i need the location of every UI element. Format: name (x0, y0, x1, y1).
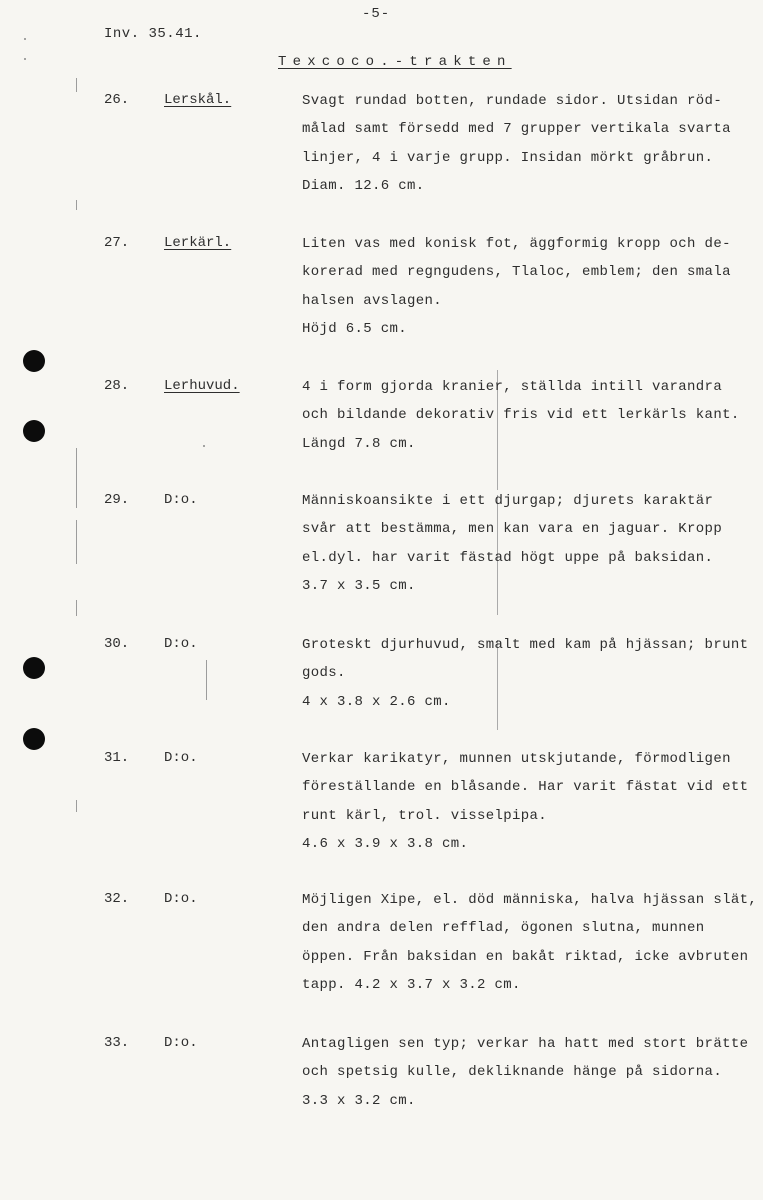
description-line: linjer, 4 i varje grupp. Insidan mörkt gråbrun. (302, 149, 714, 166)
entry-description (302, 1035, 757, 1120)
margin-mark (76, 448, 77, 508)
description-line: halsen avslagen. (302, 292, 443, 309)
entry-description (302, 92, 757, 205)
entry-number: 29. (104, 492, 130, 508)
entry-number: 31. (104, 750, 130, 766)
margin-mark (76, 600, 77, 616)
punch-hole-4 (23, 728, 45, 750)
entry-number: 28. (104, 378, 130, 394)
description-line: den andra delen refflad, ögonen slutna, munnen (302, 920, 705, 937)
margin-mark (76, 78, 77, 92)
description-line: Verkar karikatyr, munnen utskjutande, förmodligen (302, 751, 731, 767)
punch-hole-1 (23, 350, 45, 372)
entry-number: 26. (104, 92, 130, 108)
description-line: Längd 7.8 cm. (302, 435, 416, 452)
punch-hole-3 (23, 657, 45, 679)
description-line: Människoansikte i ett djurgap; djurets karaktär (302, 493, 714, 509)
description-line: el.dyl. har varit fästad högt uppe på baksidan. (302, 549, 714, 566)
margin-mark (76, 200, 77, 210)
section-heading: Texcoco.-trakten (278, 54, 512, 70)
punch-hole-2 (23, 420, 45, 442)
margin-mark (76, 800, 77, 812)
scan-speck (24, 38, 26, 40)
margin-mark (76, 520, 77, 564)
entry-number: 27. (104, 235, 130, 251)
description-line: Möjligen Xipe, el. död människa, halva hjässan slät, (302, 892, 758, 908)
description-line: korerad med regngudens, Tlaloc, emblem; den smala (302, 264, 731, 281)
margin-mark (206, 660, 207, 700)
description-line: 3.3 x 3.2 cm. (302, 1092, 416, 1109)
entry-name: D:o. (164, 750, 198, 766)
description-line: gods. (302, 665, 346, 682)
description-line: 4.6 x 3.9 x 3.8 cm. (302, 835, 469, 852)
scan-speck (203, 445, 205, 447)
entry-description (302, 378, 757, 463)
entry-name: D:o. (164, 1035, 198, 1051)
entry-name: Lerkärl. (164, 235, 232, 251)
description-line: svår att bestämma, men kan vara en jaguar. Kropp (302, 521, 723, 538)
scan-speck (24, 58, 26, 60)
description-line: Höjd 6.5 cm. (302, 320, 408, 337)
description-line: 4 x 3.8 x 2.6 cm. (302, 693, 451, 710)
description-line: tapp. 4.2 x 3.7 x 3.2 cm. (302, 976, 521, 993)
entry-name: Lerhuvud. (164, 378, 240, 394)
entry-description (302, 235, 757, 348)
entry-description (302, 750, 757, 863)
entry-name: D:o. (164, 636, 198, 652)
description-line: målad samt försedd med 7 grupper vertikala svarta (302, 121, 731, 138)
entry-name: D:o. (164, 891, 198, 907)
entry-name: D:o. (164, 492, 198, 508)
description-line: och spetsig kulle, dekliknande hänge på sidorna. (302, 1064, 723, 1081)
page-number: -5- (362, 6, 391, 22)
description-line: runt kärl, trol. visselpipa. (302, 807, 548, 824)
entry-name: Lerskål. (164, 92, 232, 108)
entry-number: 30. (104, 636, 130, 652)
description-line: och bildande dekorativ fris vid ett lerkärls kant. (302, 407, 740, 424)
description-line: öppen. Från baksidan en bakåt riktad, icke avbruten (302, 948, 749, 965)
entry-number: 33. (104, 1035, 130, 1051)
entry-description (302, 492, 757, 605)
entry-number: 32. (104, 891, 130, 907)
description-line: Diam. 12.6 cm. (302, 177, 425, 194)
description-line: 4 i form gjorda kranier, ställda intill varandra (302, 379, 723, 395)
description-line: 3.7 x 3.5 cm. (302, 577, 416, 594)
inventory-number: Inv. 35.41. (104, 26, 202, 42)
entry-description (302, 636, 757, 721)
description-line: Svagt rundad botten, rundade sidor. Utsidan röd- (302, 93, 723, 109)
description-line: föreställande en blåsande. Har varit fästat vid ett (302, 779, 749, 796)
description-line: Antagligen sen typ; verkar ha hatt med stort brätte (302, 1036, 749, 1052)
entry-description (302, 891, 757, 1004)
description-line: Groteskt djurhuvud, smalt med kam på hjässan; brunt (302, 637, 749, 653)
description-line: Liten vas med konisk fot, äggformig kropp och de- (302, 236, 731, 252)
